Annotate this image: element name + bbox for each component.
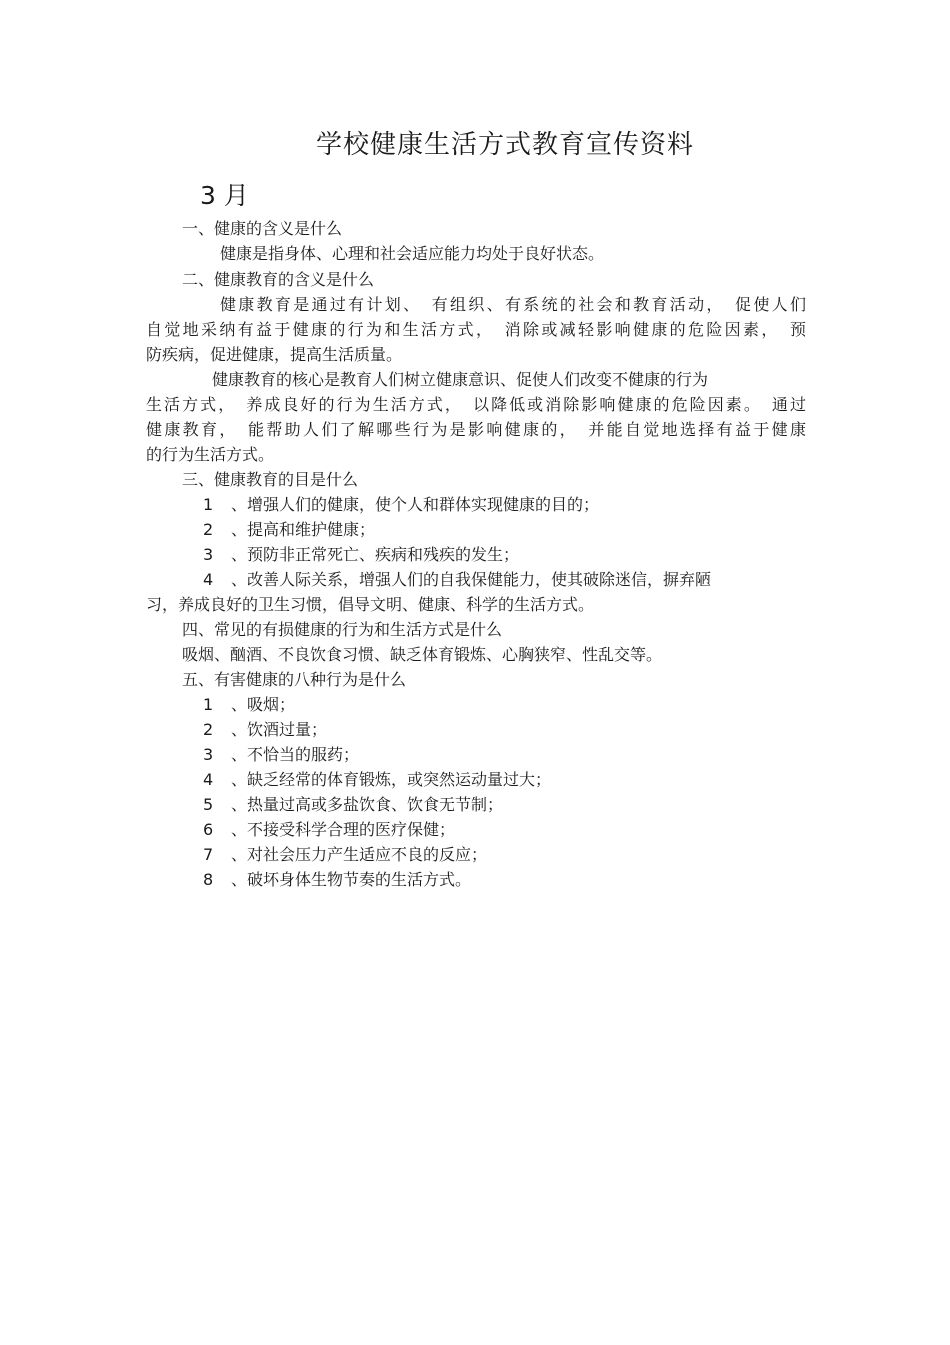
list-item-number: 1 bbox=[203, 695, 214, 714]
list-item-number: 8 bbox=[203, 870, 214, 889]
list-item-number: 3 bbox=[203, 545, 214, 564]
paragraph-line: 生活方式， 养成良好的行为生活方式， 以降低或消除影响健康的危险因素。 通过 bbox=[146, 395, 806, 414]
section-5-heading: 五、有害健康的八种行为是什么 bbox=[182, 670, 407, 689]
list-item-text: 、改善人际关系，增强人们的自我保健能力，使其破除迷信，摒弃陋 bbox=[231, 570, 712, 589]
list-item-number: 4 bbox=[203, 570, 214, 589]
list-item bbox=[203, 817, 455, 842]
list-item-number: 6 bbox=[203, 820, 214, 839]
list-item-text: 、不恰当的服药； bbox=[231, 745, 360, 764]
list-item-number: 3 bbox=[203, 745, 214, 764]
paragraph-line: 健康教育， 能帮助人们了解哪些行为是影响健康的， 并能自觉地选择有益于健康 bbox=[146, 420, 806, 439]
list-item bbox=[203, 717, 327, 742]
section-2-paragraph-2 bbox=[146, 367, 806, 467]
list-item-number: 5 bbox=[203, 795, 214, 814]
list-item bbox=[203, 542, 519, 567]
list-item-number: 1 bbox=[203, 495, 214, 514]
section-2-heading: 二、健康教育的含义是什么 bbox=[182, 270, 375, 289]
section-2-paragraph-1 bbox=[146, 292, 806, 367]
list-item-text: 、饮酒过量； bbox=[231, 720, 328, 739]
list-item bbox=[203, 842, 487, 867]
list-item-text: 、提高和维护健康； bbox=[231, 520, 376, 539]
paragraph-line: 自觉地采纳有益于健康的行为和生活方式， 消除或减轻影响健康的危险因素， 预 bbox=[146, 320, 806, 339]
list-item-text: 、预防非正常死亡、疾病和残疾的发生； bbox=[231, 545, 520, 564]
list-item-number: 2 bbox=[203, 520, 214, 539]
list-item-text: 、吸烟； bbox=[231, 695, 296, 714]
list-item-continuation: 习，养成良好的卫生习惯，倡导文明、健康、科学的生活方式。 bbox=[146, 595, 595, 614]
list-item-number: 2 bbox=[203, 720, 214, 739]
list-item bbox=[203, 867, 471, 892]
list-item bbox=[203, 792, 503, 817]
list-item-text: 、破坏身体生物节奏的生活方式。 bbox=[231, 870, 472, 889]
paragraph-line: 防疾病，促进健康，提高生活质量。 bbox=[146, 345, 403, 364]
list-item-text: 、缺乏经常的体育锻炼，或突然运动量过大； bbox=[231, 770, 552, 789]
paragraph-line: 健康教育的核心是教育人们树立健康意识、促使人们改变不健康的行为 bbox=[212, 370, 709, 389]
month-label: 3 月 bbox=[200, 181, 249, 210]
section-3-heading: 三、健康教育的目是什么 bbox=[182, 470, 359, 489]
list-item bbox=[203, 517, 375, 542]
list-item bbox=[203, 742, 359, 767]
list-item-text: 、增强人们的健康，使个人和群体实现健康的目的； bbox=[231, 495, 600, 514]
paragraph-line: 健康教育是通过有计划、 有组织、有系统的社会和教育活动， 促使人们 bbox=[220, 295, 806, 314]
list-item bbox=[203, 767, 551, 792]
section-1-heading: 一、健康的含义是什么 bbox=[182, 219, 343, 238]
section-4-heading: 四、常见的有损健康的行为和生活方式是什么 bbox=[182, 620, 503, 639]
list-item bbox=[203, 567, 711, 592]
list-item-number: 4 bbox=[203, 770, 214, 789]
list-item-text: 、热量过高或多盐饮食、饮食无节制； bbox=[231, 795, 504, 814]
section-4-body: 吸烟、酗酒、不良饮食习惯、缺乏体育锻炼、心胸狭窄、性乱交等。 bbox=[182, 645, 663, 664]
list-item-text: 、不接受科学合理的医疗保健； bbox=[231, 820, 456, 839]
page-title: 学校健康生活方式教育宣传资料 bbox=[315, 130, 694, 160]
list-item-text: 、对社会压力产生适应不良的反应； bbox=[231, 845, 488, 864]
paragraph-line: 的行为生活方式。 bbox=[146, 445, 275, 464]
section-1-body: 健康是指身体、心理和社会适应能力均处于良好状态。 bbox=[220, 244, 605, 263]
list-item bbox=[203, 692, 295, 717]
list-item bbox=[203, 492, 599, 517]
list-item-number: 7 bbox=[203, 845, 214, 864]
